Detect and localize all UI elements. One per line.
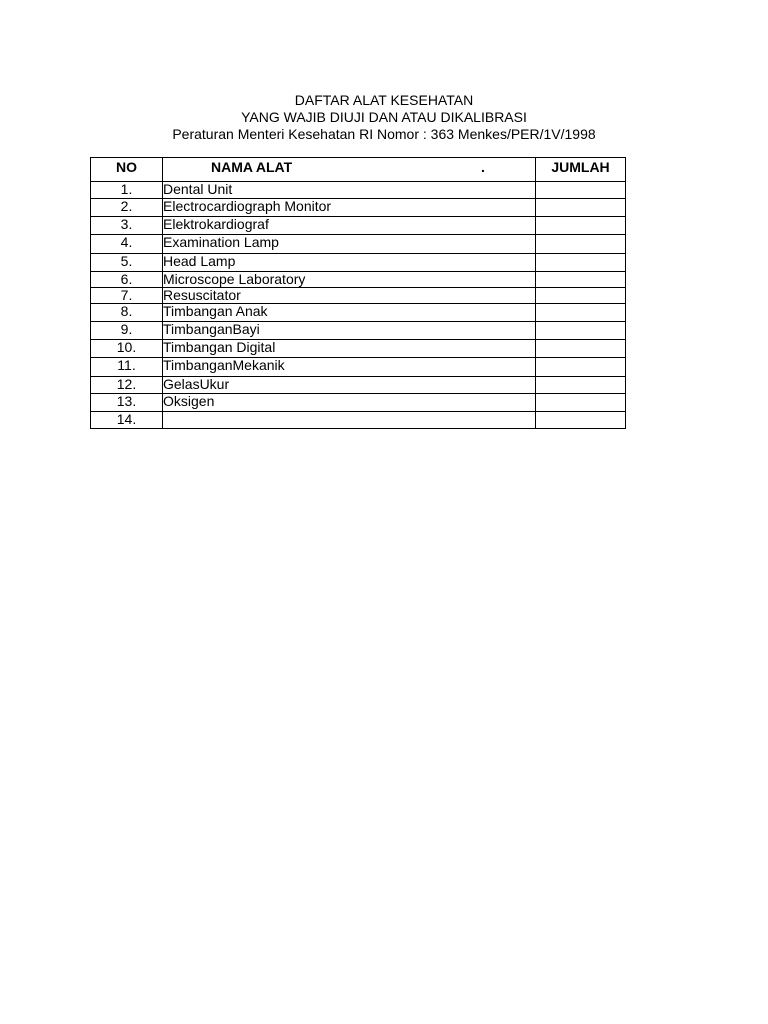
equipment-name: GelasUkur bbox=[163, 377, 536, 394]
table-row bbox=[91, 182, 626, 199]
equipment-name: Timbangan Digital bbox=[163, 340, 536, 358]
equipment-name: Oksigen bbox=[163, 394, 536, 412]
table-header-row bbox=[91, 158, 626, 182]
regulation-reference: Peraturan Menteri Kesehatan RI Nomor : 363 Menkes/PER/1V/1998 bbox=[172, 126, 596, 142]
column-header-jumlah: JUMLAH bbox=[536, 158, 626, 182]
table-row bbox=[91, 217, 626, 235]
row-number: 10. bbox=[91, 340, 163, 358]
document-subtitle: YANG WAJIB DIUJI DAN ATAU DIKALIBRASI bbox=[241, 109, 527, 125]
table-row bbox=[91, 377, 626, 394]
row-number: 1. bbox=[91, 182, 163, 199]
row-number: 11. bbox=[91, 358, 163, 377]
equipment-quantity bbox=[536, 304, 626, 322]
equipment-quantity bbox=[536, 412, 626, 429]
row-number: 6. bbox=[91, 272, 163, 288]
column-header-name bbox=[163, 158, 536, 182]
equipment-name bbox=[163, 412, 536, 429]
row-number: 8. bbox=[91, 304, 163, 322]
column-header-no: NO bbox=[91, 158, 163, 182]
table-row bbox=[91, 322, 626, 340]
equipment-name: Timbangan Anak bbox=[163, 304, 536, 322]
table-row bbox=[91, 199, 626, 217]
table-row bbox=[91, 288, 626, 304]
equipment-quantity bbox=[536, 394, 626, 412]
equipment-name: Elektrokardiograf bbox=[163, 217, 536, 235]
equipment-quantity bbox=[536, 199, 626, 217]
column-header-name-label: NAMA ALAT bbox=[211, 159, 293, 175]
equipment-quantity bbox=[536, 235, 626, 254]
document-title: DAFTAR ALAT KESEHATAN bbox=[294, 92, 474, 108]
equipment-name: TimbanganBayi bbox=[163, 322, 536, 340]
equipment-name: TimbanganMekanik bbox=[163, 358, 536, 377]
equipment-name: Electrocardiograph Monitor bbox=[163, 199, 536, 217]
equipment-quantity bbox=[536, 288, 626, 304]
row-number: 7. bbox=[91, 288, 163, 304]
equipment-quantity bbox=[536, 272, 626, 288]
equipment-quantity bbox=[536, 340, 626, 358]
equipment-quantity bbox=[536, 182, 626, 199]
equipment-name: Microscope Laboratory bbox=[163, 272, 536, 288]
row-number: 9. bbox=[91, 322, 163, 340]
equipment-quantity bbox=[536, 254, 626, 272]
table-row bbox=[91, 358, 626, 377]
equipment-table bbox=[90, 157, 626, 429]
row-number: 14. bbox=[91, 412, 163, 429]
column-header-name-mark: . bbox=[481, 159, 485, 175]
equipment-quantity bbox=[536, 358, 626, 377]
row-number: 3. bbox=[91, 217, 163, 235]
table-row bbox=[91, 340, 626, 358]
table-body bbox=[91, 182, 626, 429]
table-row bbox=[91, 394, 626, 412]
row-number: 5. bbox=[91, 254, 163, 272]
row-number: 13. bbox=[91, 394, 163, 412]
equipment-quantity bbox=[536, 217, 626, 235]
table-row bbox=[91, 304, 626, 322]
equipment-quantity bbox=[536, 322, 626, 340]
equipment-name: Dental Unit bbox=[163, 182, 536, 199]
table-row bbox=[91, 235, 626, 254]
equipment-name: Resuscitator bbox=[163, 288, 536, 304]
row-number: 4. bbox=[91, 235, 163, 254]
row-number: 2. bbox=[91, 199, 163, 217]
row-number: 12. bbox=[91, 377, 163, 394]
equipment-quantity bbox=[536, 377, 626, 394]
table-row bbox=[91, 254, 626, 272]
table-row bbox=[91, 272, 626, 288]
equipment-name: Head Lamp bbox=[163, 254, 536, 272]
equipment-name: Examination Lamp bbox=[163, 235, 536, 254]
table-row bbox=[91, 412, 626, 429]
